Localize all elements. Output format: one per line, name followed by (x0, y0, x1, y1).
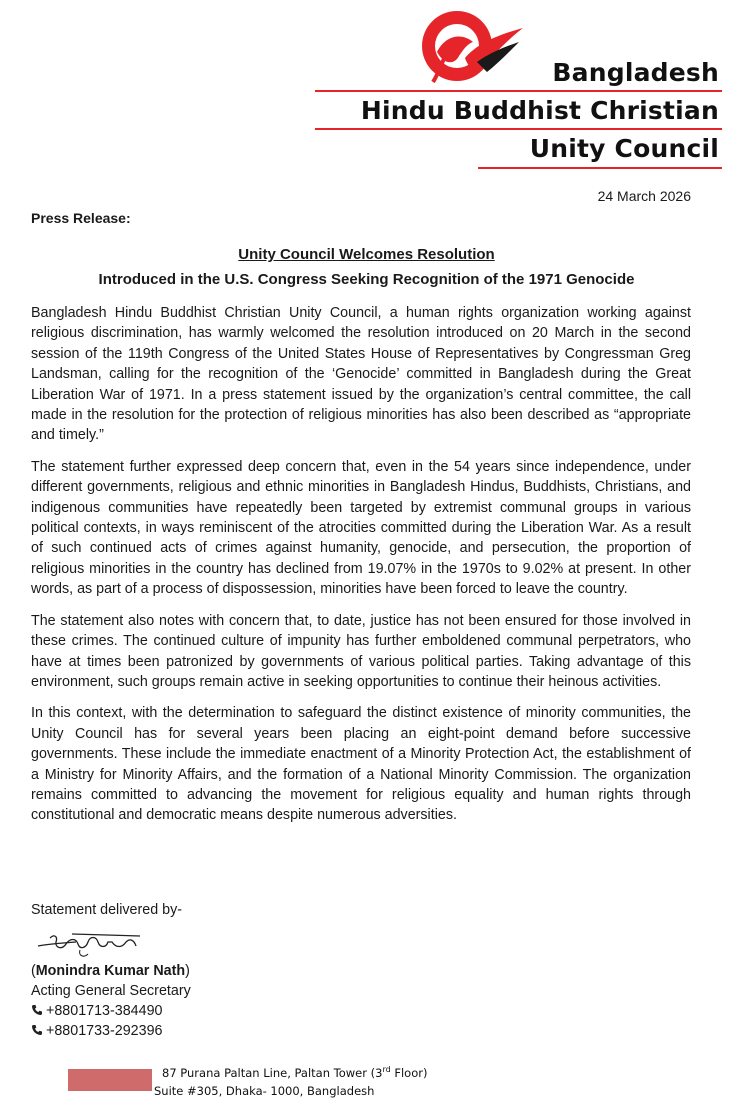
header-rule-3 (478, 167, 722, 169)
open-paren: ( (31, 963, 36, 979)
paragraph-4: In this context, with the determination to safeguard the distinct existence of minority communities, the Unity Council has for several years been placing an eight-point demand before successive governments. These include the immediate enactment of a Minority Protection Act, the establishment of a Ministry for Minority Affairs, and the formation of a National Minority Commission. The organization remains committed to advancing the movement for religious equality and human rights through constitutional and democratic means despite numerous adversities. (31, 705, 691, 824)
press-release-body (31, 303, 691, 837)
address-street: 87 Purana Paltan Line, Paltan Tower (3 (162, 1065, 383, 1080)
phone-icon (31, 1024, 43, 1036)
header-rule-1 (315, 90, 722, 92)
phone-line-1 (31, 1003, 162, 1019)
statement-delivered-label: Statement delivered by- (31, 902, 182, 918)
footer-address-line-1 (162, 1065, 427, 1080)
paragraph-2: The statement further expressed deep concern that, even in the 54 years since independence, under different governments, religious and ethnic minorities in Bangladesh Hindus, Buddhists, Christians, and indigenous communities have repeatedly been targeted by extremist communal groups in various political contexts, in ways reminiscent of the atrocities committed during the Liberation War. As a result of such continued acts of crimes against humanity, genocide, and persecution, the proportion of religious minorities in the country has declined from 19.07% in the 1970s to 9.02% at present. In other words, as part of a process of dispossession, minorities have been forced to leave the country. (31, 458, 691, 598)
phone-icon (31, 1004, 43, 1016)
release-date: 24 March 2026 (597, 188, 691, 204)
org-name-line-1: Bangladesh (552, 58, 719, 87)
paragraph-1: Bangladesh Hindu Buddhist Christian Unity Council, a human rights organization working against religious discrimination, has warmly welcomed the resolution introduced on 20 March in the second session of the 119th Congress of the United States House of Representatives by Congressman Greg Landsman, calling for the recognition of the ‘Genocide’ committed in Bangladesh during the Great Liberation War of 1971. In a press statement issued by the organization’s central committee, the call made in the resolution for the protection of religious minorities has also been described as “appropriate and timely.” (31, 305, 691, 444)
paragraph-3: The statement also notes with concern that, to date, justice has not been ensured for those involved in these crimes. The continued culture of impunity has further emboldened communal perpetrators, who have at times been patronized by governments of various political parties. Taking advantage of this environment, such groups remain active in seeking opportunities to continue their heinous activities. (31, 612, 691, 690)
close-paren: ) (185, 963, 190, 979)
signature-image (36, 924, 144, 960)
org-name-line-3: Unity Council (529, 134, 719, 163)
phone-number-1: +8801713-384490 (46, 1003, 163, 1019)
headline-line-2: Introduced in the U.S. Congress Seeking Recognition of the 1971 Genocide (98, 271, 635, 288)
headline-line-1: Unity Council Welcomes Resolution (238, 246, 495, 263)
press-release-label: Press Release: (31, 210, 131, 226)
signatory-title: Acting General Secretary (31, 983, 191, 999)
phone-line-2 (31, 1023, 162, 1039)
phone-number-2: +8801733-292396 (46, 1023, 163, 1039)
footer-color-bar (68, 1069, 152, 1091)
org-name-line-2: Hindu Buddhist Christian (360, 96, 719, 125)
dove-logo-icon (415, 6, 527, 92)
footer-address-line-2: Suite #305, Dhaka- 1000, Bangladesh (154, 1084, 375, 1098)
signatory-name: Monindra Kumar Nath (35, 963, 186, 979)
signatory-name-line (31, 963, 190, 979)
address-floor-suffix: rd (382, 1065, 391, 1074)
address-floor: Floor) (390, 1065, 428, 1080)
header-rule-2 (315, 128, 722, 130)
